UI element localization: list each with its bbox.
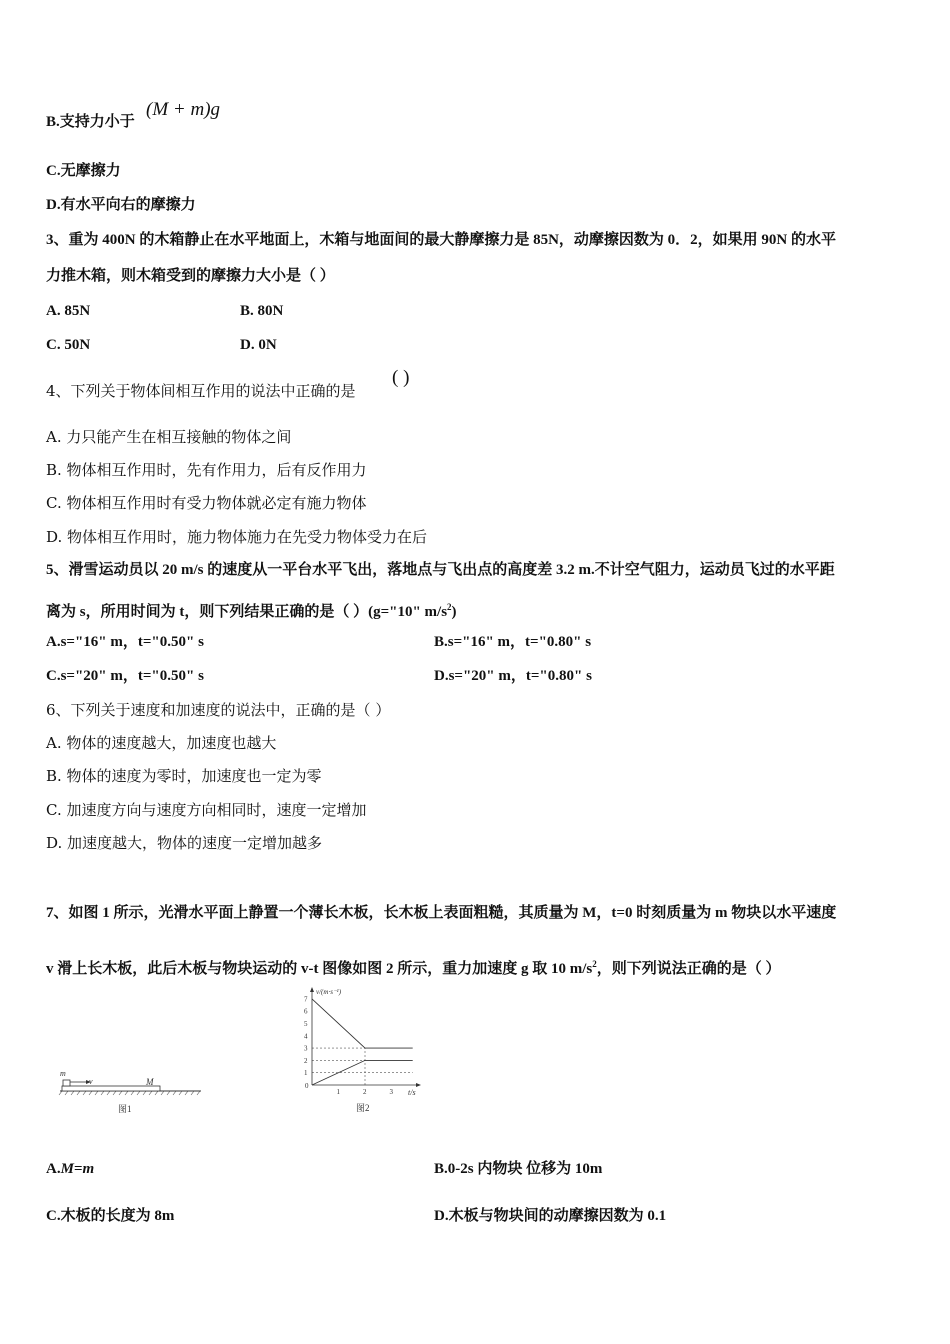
q2-option-b-formula: (M + m)g <box>146 99 221 120</box>
fig1-caption: 图1 <box>118 1104 132 1114</box>
vt-ytick-1: 1 <box>304 1069 308 1078</box>
q6-option-a: A. 物体的速度越大，加速度也越大 <box>46 734 277 752</box>
figure-2-vt-chart <box>300 984 426 1116</box>
q7-stem-line2 <box>46 954 781 979</box>
vt-ytick-7: 7 <box>304 995 308 1004</box>
vt-chart-origin: 0 <box>305 1082 309 1090</box>
vt-ytick-6: 6 <box>304 1007 308 1016</box>
q6-option-b: B. 物体的速度为零时，加速度也一定为零 <box>46 767 322 785</box>
vt-ytick-2: 2 <box>304 1056 308 1065</box>
q5-option-d: D.s="20" m，t="0.80" s <box>434 668 592 684</box>
fig1-label-m: m <box>60 1069 66 1078</box>
fig1-label-v: v <box>89 1077 93 1086</box>
q4-option-c: C. 物体相互作用时有受力物体就必定有施力物体 <box>46 494 367 512</box>
vt-xtick-2: 2 <box>363 1088 367 1096</box>
q7-option-a-formula: M=m <box>60 1161 95 1177</box>
q3-stem-line2: 力推木箱，则木箱受到的摩擦力大小是（ ） <box>46 268 335 284</box>
vt-chart-ylabel: v/(m·s⁻¹) <box>316 988 342 996</box>
q5-stem-line2-end: ) <box>451 604 457 620</box>
q6-option-d: D. 加速度越大，物体的速度一定增加越多 <box>46 834 323 852</box>
q4-option-a: A. 力只能产生在相互接触的物体之间 <box>46 428 292 446</box>
vt-chart-caption: 图2 <box>356 1103 370 1113</box>
vt-ytick-3: 3 <box>304 1044 308 1053</box>
q4-option-d: D. 物体相互作用时，施力物体施力在先受力物体受力在后 <box>46 528 428 546</box>
fig1-label-M: M <box>146 1077 154 1087</box>
vt-chart-x-axis-arrow <box>416 1083 421 1087</box>
q2-option-d: D.有水平向右的摩擦力 <box>46 197 196 213</box>
q6-stem: 6、下列关于速度和加速度的说法中，正确的是（ ） <box>46 701 391 719</box>
q5-option-b: B.s="16" m，t="0.80" s <box>434 634 592 650</box>
vt-chart-y-axis-arrow <box>310 987 314 992</box>
q3-stem-line1: 3、重为 400N 的木箱静止在水平地面上，木箱与地面间的最大静摩擦力是 85N，动摩擦因数为 0．2，如果用 90N 的水平 <box>46 232 837 248</box>
fig1-block <box>63 1080 70 1086</box>
q7-option-a <box>46 1159 94 1179</box>
q6-option-c: C. 加速度方向与速度方向相同时，速度一定增加 <box>46 801 367 819</box>
q7-stem-line2-text: v 滑上长木板，此后木板与物块运动的 v-t 图像如图 2 所示，重力加速度 g 取 10 m/s <box>46 961 593 977</box>
vt-xtick-1: 1 <box>336 1088 340 1096</box>
q5-option-a: A.s="16" m，t="0.50" s <box>46 634 204 650</box>
vt-ytick-5: 5 <box>304 1020 308 1028</box>
q5-stem-line2-text: 离为 s，所用时间为 t，则下列结果正确的是（ ）(g="10" m/s <box>46 604 448 620</box>
q7-option-a-prefix: A. <box>46 1161 61 1177</box>
q2-option-b-prefix: B. <box>46 114 60 130</box>
fig1-ground-hatch <box>59 1091 200 1095</box>
q4-stem: 4、下列关于物体间相互作用的说法中正确的是 <box>46 382 356 400</box>
vt-xtick-3: 3 <box>389 1088 393 1096</box>
q7-option-b: B.0-2s 内物块 位移为 10m <box>434 1161 603 1177</box>
q7-stem-line2-sup: 2 <box>592 959 597 969</box>
q7-stem-line2-end: ，则下列说法正确的是（ ） <box>596 961 781 977</box>
q4-paren: ( ) <box>392 367 410 388</box>
q3-option-c: C. 50N <box>46 337 91 353</box>
q2-option-b-text: 支持力小于 <box>59 114 135 130</box>
q2-option-b <box>46 112 135 132</box>
vt-chart-xlabel: t/s <box>408 1088 416 1097</box>
q4-option-b: B. 物体相互作用时，先有作用力，后有反作用力 <box>46 461 367 479</box>
vt-chart-grid <box>312 1048 413 1085</box>
q5-option-c: C.s="20" m，t="0.50" s <box>46 668 204 684</box>
q5-stem-line1: 5、滑雪运动员以 20 m/s 的速度从一平台水平飞出，落地点与飞出点的高度差 3.2 m.不计空气阻力，运动员飞过的水平距 <box>46 562 835 578</box>
vt-ytick-4: 4 <box>304 1032 308 1041</box>
q2-option-c: C.无摩擦力 <box>46 163 121 179</box>
vt-chart-ticks <box>304 995 394 1096</box>
figure-1 <box>56 1062 206 1116</box>
vt-chart-series <box>312 999 413 1085</box>
vt-series-block <box>312 999 413 1048</box>
q3-option-b: B. 80N <box>240 303 284 319</box>
q7-stem-line1: 7、如图 1 所示，光滑水平面上静置一个薄长木板，长木板上表面粗糙，其质量为 M，t=0 时刻质量为 m 物块以水平速度 <box>46 905 837 921</box>
q5-stem-line2 <box>46 597 457 622</box>
q7-option-c: C.木板的长度为 8m <box>46 1208 175 1224</box>
q3-option-d: D. 0N <box>240 337 277 353</box>
q7-option-d: D.木板与物块间的动摩擦因数为 0.1 <box>434 1208 667 1224</box>
q5-stem-line2-sup: 2 <box>447 602 452 612</box>
q3-option-a: A. 85N <box>46 303 91 319</box>
